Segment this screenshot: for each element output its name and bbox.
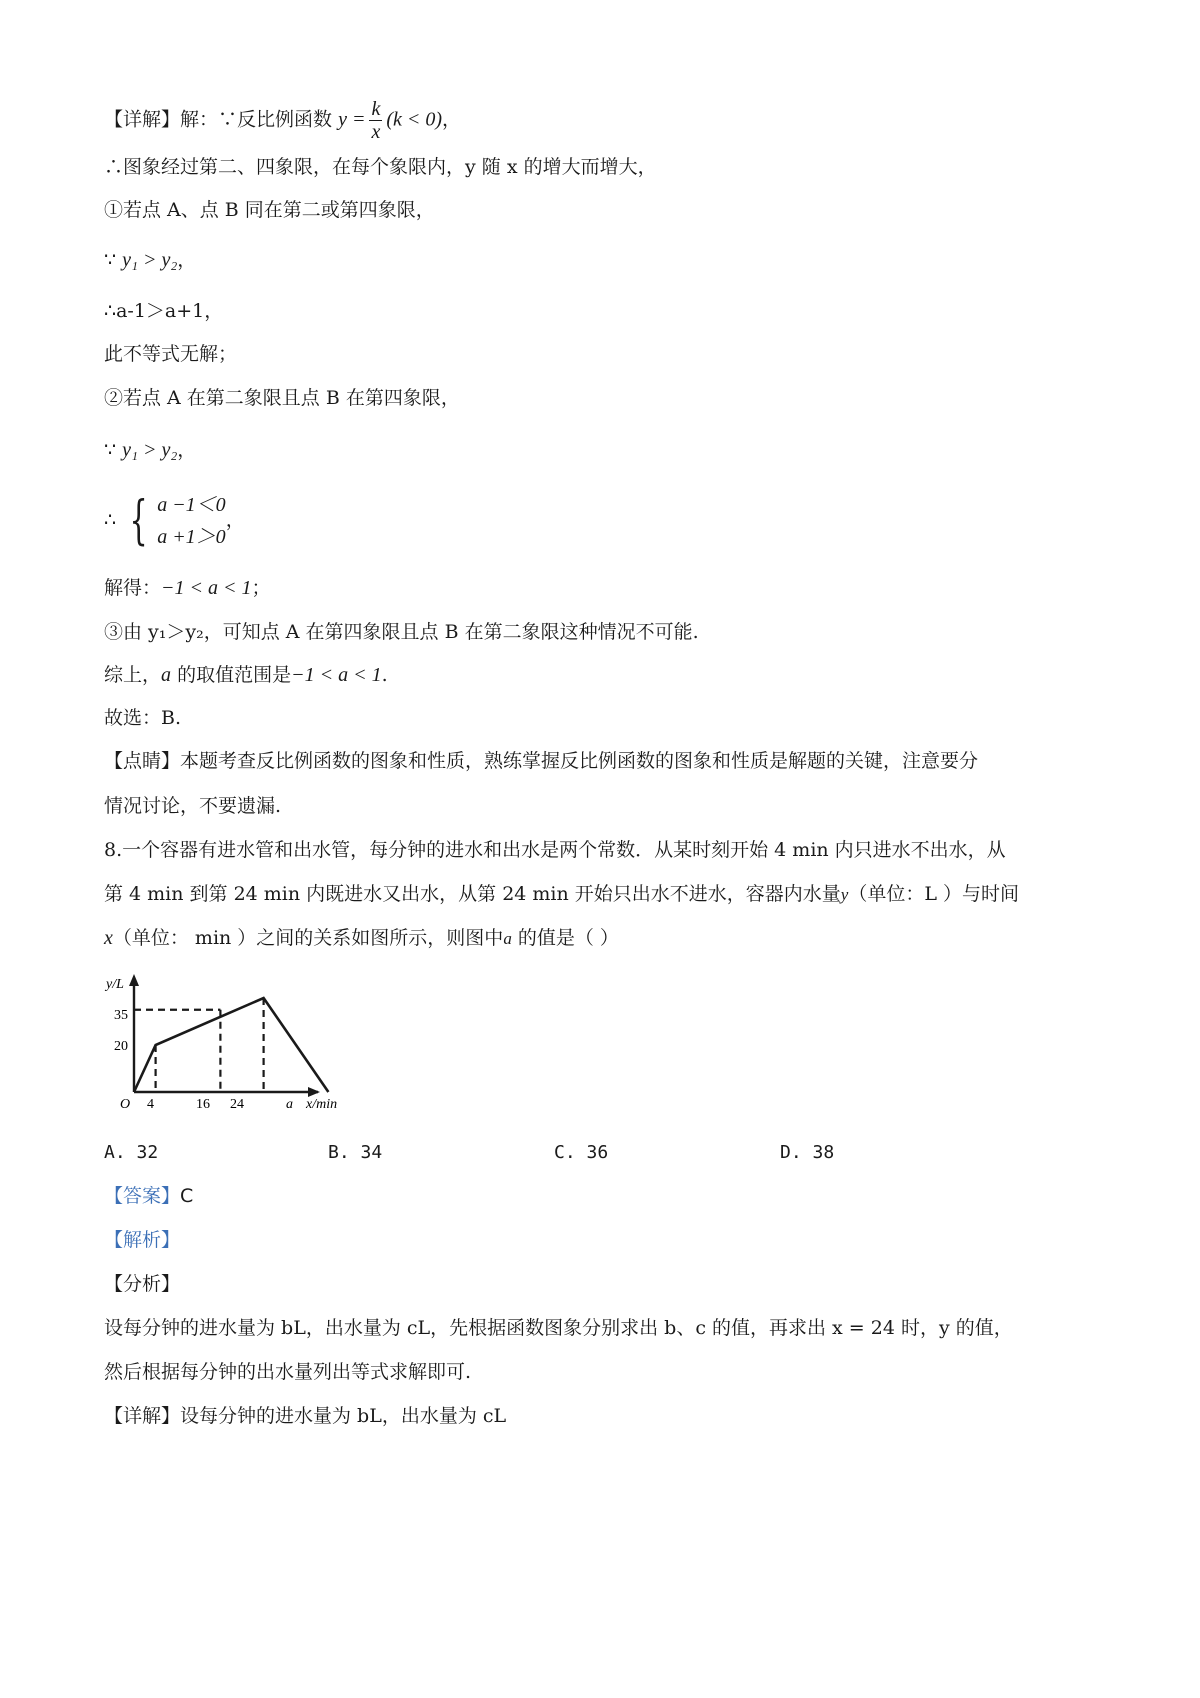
analysis-line2: 然后根据每分钟的出水量列出等式求解即可. [104,1361,472,1383]
therefore1-line: ∴a-1＞a+1， [104,300,224,322]
x-tick-label: 4 [147,1097,154,1112]
question-line3-b: 的值是（ ） [517,927,619,949]
question-var-y: y [840,885,849,904]
option-d[interactable]: D. 38 [780,1142,835,1163]
x-tick-label: 24 [230,1097,244,1112]
summary-middle: 的取值范围是 [177,664,292,686]
y-tick-label: 20 [114,1039,128,1054]
question-line2-b: （单位：L ）与时间 [848,883,1020,905]
system-suffix: ， [225,509,245,531]
case1-line: ①若点 A、点 B 同在第二或第四象限， [104,199,435,221]
inequality-system [122,489,226,553]
because1-line [104,246,196,274]
analysis-head: 【分析】 [104,1273,181,1295]
fraction-k-over-x [369,98,382,143]
fraction-denominator: x [371,121,381,143]
option-a[interactable]: A. 32 [104,1142,159,1163]
comment-line1: 【点睛】本题考查反比例函数的图象和性质，熟练掌握反比例函数的图象和性质是解题的关键，注意要分 [104,750,979,772]
x-axis-arrow-icon [308,1087,320,1097]
summary-line [104,661,388,689]
question-line2-a: 第 4 min 到第 24 min 内既进水又出水，从第 24 min 开始只出水不进水，容器内水量 [104,883,841,905]
fraction-numerator: k [371,98,381,120]
question-var-x: x [104,927,113,949]
answer-value: C [180,1185,194,1207]
x-tick-label: a [286,1097,293,1112]
solve-suffix: ； [251,577,271,599]
system-line1: a −1＜0 [157,494,226,516]
option-c[interactable]: C. 36 [554,1142,609,1163]
analysis-line1: 设每分钟的进水量为 bL，出水量为 cL，先根据函数图象分别求出 b、c 的值，再求出 x = 24 时，y 的值， [104,1317,1013,1339]
system-line2: a +1＞0 [157,526,226,548]
no-solution-line: 此不等式无解； [104,343,238,365]
because1-math: y₁ > y₂ [122,249,178,271]
system-prefix: ∴ [104,509,117,531]
because1-suffix: ， [177,249,197,271]
question-line3 [104,924,619,953]
comment-line2: 情况讨论，不要遗漏. [104,795,282,817]
system-line [104,488,245,553]
summary-prefix: 综上， [104,664,162,686]
answer-tag: 【答案】 [104,1185,181,1207]
detail-line [104,98,461,143]
case2-line: ②若点 A 在第二象限且点 B 在第四象限， [104,387,460,409]
guide-lines [134,998,264,1092]
summary-var: a [161,664,172,686]
y-equals: y = [338,108,366,131]
choose-line: 故选：B. [104,707,182,729]
brace-icon: { [129,491,148,551]
detail-suffix: ， [442,108,462,131]
case3-line: ③由 y₁＞y₂，可知点 A 在第四象限且点 B 在第二象限这种情况不可能. [104,621,699,643]
solve-prefix: 解得： [104,577,162,599]
origin-label: O [120,1097,131,1112]
solve-line [104,574,271,602]
analysis-tag: 【解析】 [104,1229,181,1251]
k-condition: (k < 0) [386,108,443,131]
y-axis-label: y/L [106,977,124,992]
because2-line [104,436,196,464]
question-line3-a: （单位： min ）之间的关系如图所示，则图中 [112,927,504,949]
x-axis-label: x/min [306,1097,338,1112]
water-volume-graph [100,968,360,1118]
y-axis-arrow-icon [129,974,139,986]
question-var-a: a [503,929,512,948]
because1-prefix: ∵ [104,249,117,271]
because2-suffix: ， [177,439,197,461]
summary-math: −1 < a < 1 [291,664,382,686]
because2-math: y₁ > y₂ [122,439,178,461]
quadrant-line: ∴图象经过第二、四象限，在每个象限内，y 随 x 的增大而增大， [104,156,657,178]
summary-suffix: . [381,664,388,686]
series-line [134,998,328,1092]
x-tick-label: 16 [196,1097,210,1112]
y-tick-label: 35 [114,1008,128,1023]
question-line2 [104,880,1019,909]
because2-prefix: ∵ [104,439,117,461]
answer-line [104,1182,193,1210]
detail2-line: 【详解】设每分钟的进水量为 bL，出水量为 cL [104,1405,507,1427]
solve-math: −1 < a < 1 [161,577,252,599]
detail-prefix: 解：∵反比例函数 [180,108,333,131]
detail-tag: 【详解】 [104,108,181,131]
option-b[interactable]: B. 34 [328,1142,383,1163]
question-line1: 8.一个容器有进水管和出水管，每分钟的进水和出水是两个常数．从某时刻开始 4 min 内只进水不出水，从 [104,839,1006,861]
